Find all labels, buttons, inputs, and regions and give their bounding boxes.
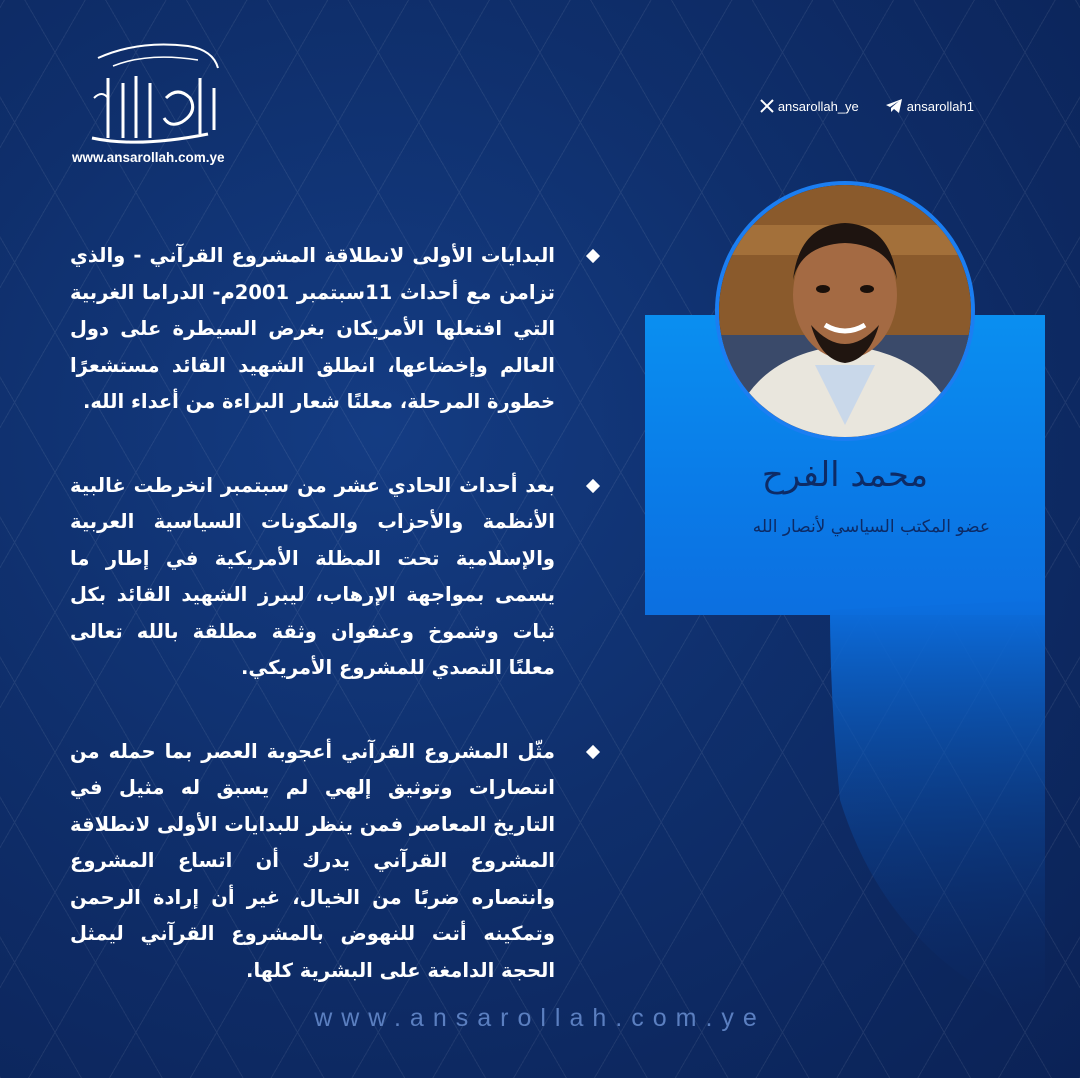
diamond-bullet-icon: [586, 744, 600, 758]
social-x[interactable]: [760, 99, 859, 114]
bullet-item: [70, 238, 610, 421]
logo-url: www.ansarollah.com.ye: [72, 150, 225, 165]
bullet-text: بعد أحداث الحادي عشر من سبتمبر انخرطت غالبية الأنظمة والأحزاب والمكونات السياسية العربية والإسلامية تحت المظلة الأمريكية في إطار ما يسمى بمواجهة الإرهاب، ليبرز الشهيد القائد بكل ثبات وشموخ وعنفوان وثقة مطلقة بالله تعالى معلنًا التصدي للمشروع الأمريكي.: [70, 473, 555, 679]
ansarollah-calligraphy-logo: [78, 38, 228, 148]
profile-role: عضو المكتب السياسي لأنصار الله: [752, 517, 990, 537]
profile-photo: [719, 185, 971, 437]
diamond-bullet-icon: [586, 249, 600, 263]
social-telegram[interactable]: [885, 98, 974, 114]
ansarollah-logo: [68, 38, 238, 178]
bullet-text: البدايات الأولى لانطلاقة المشروع القرآني - والذي تزامن مع أحداث 11سبتمبر 2001م- الدراما الغربية التي افتعلها الأمريكان بغرض السيطرة على دول العالم وإخضاعها، انطلق الشهيد القائد مستشعرًا خطورة المرحلة، معلنًا شعار البراءة من أعداء الله.: [70, 244, 555, 413]
social-handles: [760, 98, 974, 114]
bullet-item: [70, 468, 610, 687]
telegram-handle: ansarollah1: [906, 98, 974, 114]
profile-name: محمد الفرح: [761, 455, 929, 495]
bullet-item: [70, 734, 610, 990]
x-icon: [760, 99, 774, 113]
telegram-icon: [885, 98, 903, 114]
x-handle: ansarollah_ye: [777, 98, 859, 114]
footer-url: www.ansarollah.com.ye: [314, 1004, 766, 1032]
diamond-bullet-icon: [586, 478, 600, 492]
bullet-text: مثّل المشروع القرآني أعجوبة العصر بما حمله من انتصارات وتوثيق إلهي لم يسبق له مثيل في التاريخ المعاصر فمن ينظر للبدايات الأولى لانطلاقة المشروع القرآني يدرك أن اتساع المشروع وانتصاره ضربًا من الخيال، غير أن إرادة الرحمن وتمكينه أتت للنهوض بالمشروع القرآني ليمثل الحجة الدامغة على البشرية كلها.: [70, 739, 555, 982]
person-portrait-image: [719, 185, 971, 437]
bullet-list: [70, 238, 610, 989]
decorative-quote-curve: [830, 600, 1045, 1020]
